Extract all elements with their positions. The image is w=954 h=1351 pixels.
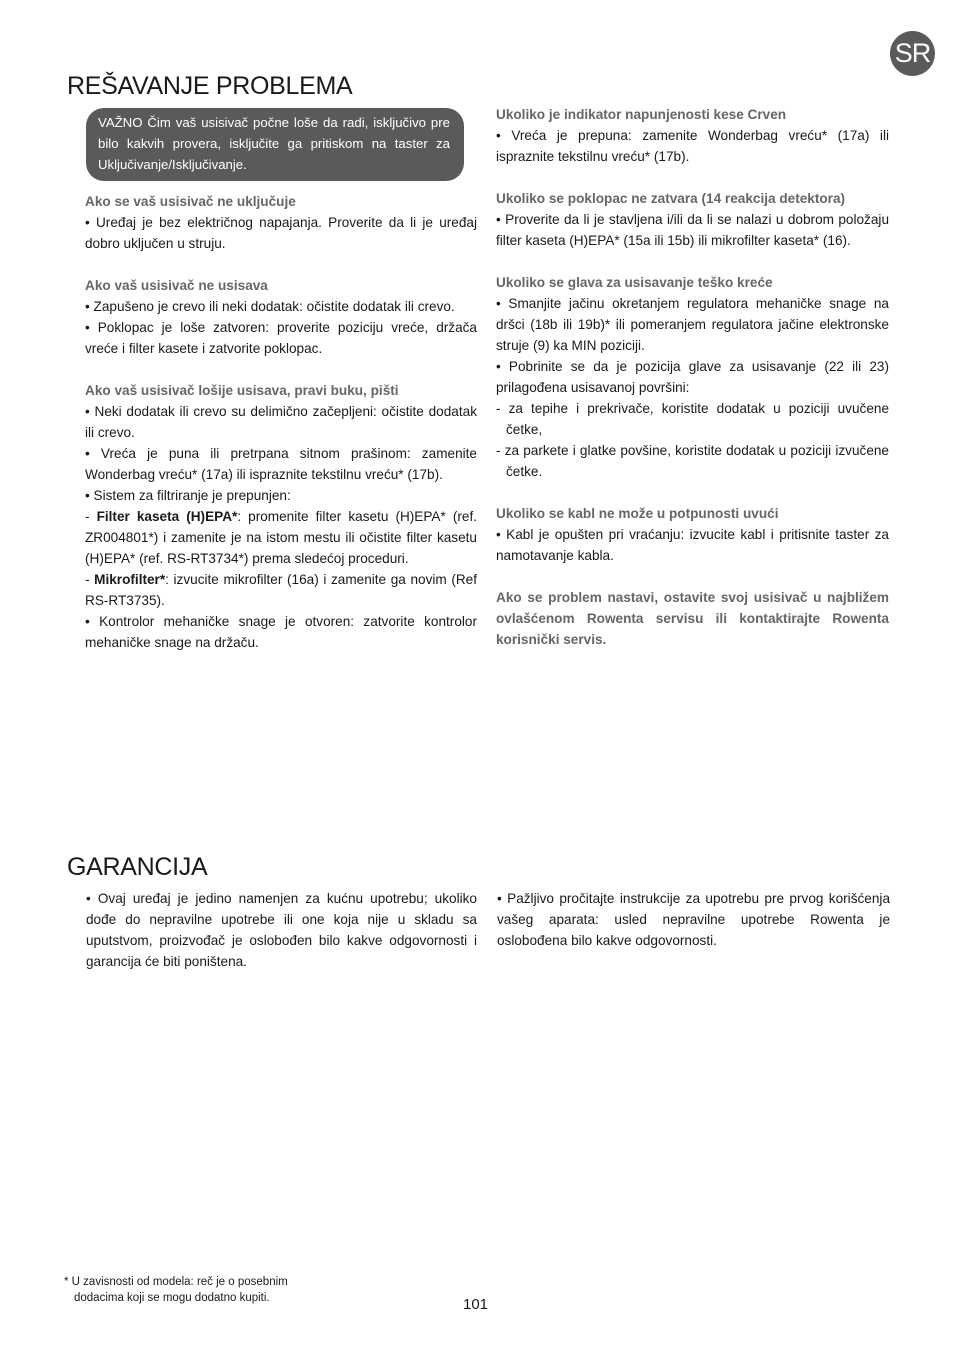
important-notice: VAŽNO Čim vaš usisivač počne loše da radi, isključivo pre bilo kakvih provera, isključite ga pritiskom na taster za Uključivanje/Isključivanje. [86,108,464,181]
section-heading: Ako vaš usisivač ne usisava [85,278,268,293]
warranty-left-column [86,888,477,972]
paragraph: - za parkete i glatke povšine, koristite dodatak u poziciji izvučene četke. [496,443,889,479]
paragraph: • Smanjite jačinu okretanjem regulatora mehaničke snage na dršci (18b ili 19b)* ili pomeranjem regulatora jačine elektronske struje (9) ka MIN poziciji. [496,296,889,353]
section-heading: Ako vaš usisivač lošije usisava, pravi buku, pišti [85,383,399,398]
dash: - [85,509,97,524]
section-heading: Ukoliko se kabl ne može u potpunosti uvući [496,506,779,521]
paragraph: • Vreća je prepuna: zamenite Wonderbag vreću* (17a) ili ispraznite tekstilnu vreću* (17b). [496,128,889,164]
troubleshooting-left-column [85,191,477,653]
footnote [64,1274,288,1306]
section-heading: Ukoliko se poklopac ne zatvara (14 reakcija detektora) [496,191,846,206]
paragraph: • Ovaj uređaj je jedino namenjen za kućnu upotrebu; ukoliko dođe do nepravilne upotrebe ili one koja nije u skladu sa uputstvom, proizvođač je oslobođen bilo kakve odgovornosti i garancija će biti poništena. [86,891,477,969]
paragraph: • Kabl je opušten pri vraćanju: izvucite kabl i pritisnite taster za namotavanje kabla. [496,527,889,563]
paragraph: • Kontrolor mehaničke snage je otvoren: zatvorite kontrolor mehaničke snage na držaču. [85,614,477,650]
troubleshooting-title: REŠAVANJE PROBLEMA [67,72,353,100]
paragraph: • Uređaj je bez električnog napajanja. Proverite da li je uređaj dobro uključen u struju. [85,215,477,251]
closing-note: Ako se problem nastavi, ostavite svoj usisivač u najbližem ovlašćenom Rowenta servisu ili kontaktirajte Rowenta korisnički servis. [496,590,889,647]
language-badge: SR [890,31,935,76]
paragraph: • Poklopac je loše zatvoren: proverite poziciju vreće, držača vreće i filter kasete i zatvorite poklopac. [85,320,477,356]
paragraph: • Pobrinite se da je pozicija glave za usisavanje (22 ili 23) prilagođena usisavanoj površini: [496,359,889,395]
filter-cassette-text: : promenite filter kasetu (H)EPA* (ref. ZR004801*) i zamenite je na istom mestu ili očistite filter kasetu (H)EPA* (ref. RS-RT3734*) prema sledećoj proceduri. [85,509,477,566]
paragraph: • Vreća je puna ili pretrpana sitnom prašinom: zamenite Wonderbag vreću* (17a) ili ispraznite tekstilnu vreću* (17b). [85,446,477,482]
warranty-title: GARANCIJA [67,853,208,881]
section-heading: Ukoliko je indikator napunjenosti kese Crven [496,107,787,122]
paragraph: • Zapušeno je crevo ili neki dodatak: očistite dodatak ili crevo. [85,299,455,314]
filter-cassette-label: Filter kaseta (H)EPA* [96,509,238,524]
paragraph: • Neki dodatak ili crevo su delimično začepljeni: očistite dodatak ili crevo. [85,404,477,440]
warranty-right-column [497,888,890,951]
section-heading: Ukoliko se glava za usisavanje teško kreće [496,275,773,290]
microfilter-text: : izvucite mikrofilter (16a) i zamenite ga novim (Ref RS-RT3735). [85,572,477,608]
microfilter-paragraph [85,569,477,611]
paragraph: • Pažljivo pročitajte instrukcije za upotrebu pre prvog korišćenja vašeg aparata: usled nepravilne upotrebe Rowenta je oslobođena bilo kakve odgovornosti. [497,891,890,948]
troubleshooting-right-column [496,104,889,650]
paragraph: • Proverite da li je stavljena i/ili da li se nalazi u dobrom položaju filter kaseta (H)EPA* (15a ili 15b) ili mikrofilter kaseta* (16). [496,212,889,248]
paragraph: - za tepihe i prekrivače, koristite dodatak u poziciji uvučene četke, [496,401,889,437]
section-heading: Ako se vaš usisivač ne uključuje [85,194,296,209]
footnote-line: dodacima koji se mogu dodatno kupiti. [74,1292,270,1304]
page-number: 101 [463,1296,489,1313]
microfilter-label: Mikrofilter* [94,572,166,587]
dash: - [85,572,95,587]
paragraph: • Sistem za filtriranje je prepunjen: [85,488,291,503]
footnote-line: * U zavisnosti od modela: reč je o posebnim [64,1276,288,1288]
filter-cassette-paragraph [85,506,477,569]
